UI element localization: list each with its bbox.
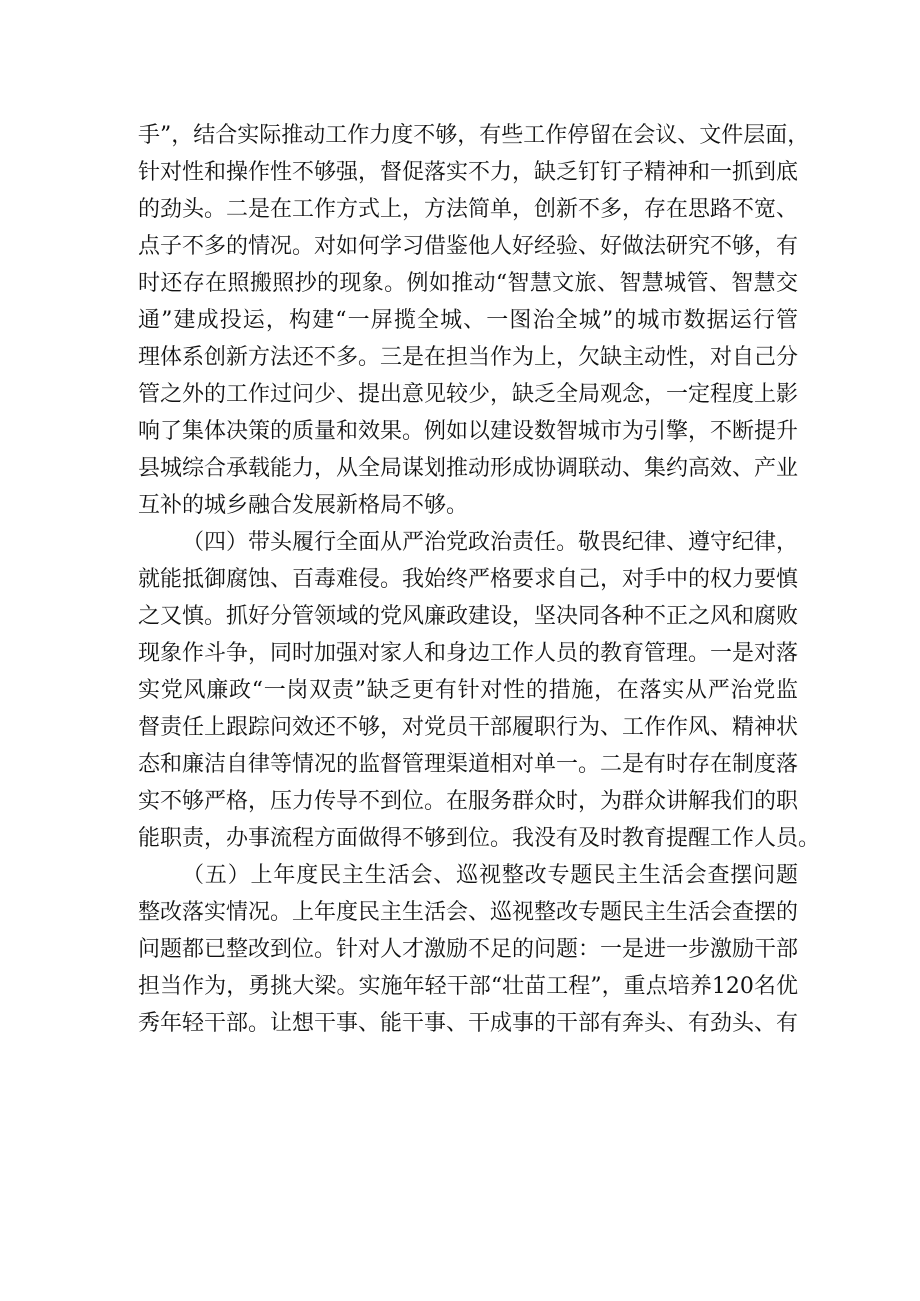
text-line: 理体系创新方法还不多。三是在担当作为上，欠缺主动性，对自己分 bbox=[138, 345, 799, 370]
text-line: 手”，结合实际推动工作力度不够，有些工作停留在会议、文件层面， bbox=[138, 123, 810, 148]
text-line: 通”建成投运，构建“一屏揽全城、一图治全城”的城市数据运行管 bbox=[138, 308, 798, 333]
paragraph-2 bbox=[138, 524, 821, 857]
text-line: 问题都已整改到位。针对人才激励不足的问题：一是进一步激励干部 bbox=[138, 937, 799, 962]
body-text bbox=[138, 117, 821, 1042]
text-line: 管之外的工作过问少、提出意见较少，缺乏全局观念，一定程度上影 bbox=[138, 382, 799, 407]
text-line: 的劲头。二是在工作方式上，方法简单，创新不多，存在思路不宽、 bbox=[138, 197, 799, 222]
paragraph-1 bbox=[138, 117, 810, 524]
text-line: 实党风廉政“一岗双责”缺乏更有针对性的措施，在落实从严治党监 bbox=[138, 678, 798, 703]
text-line: 态和廉洁自律等情况的监督管理渠道相对单一。二是有时存在制度落 bbox=[138, 752, 799, 777]
text-line: 点子不多的情况。对如何学习借鉴他人好经验、好做法研究不够，有 bbox=[138, 234, 799, 259]
text-line: 时还存在照搬照抄的现象。例如推动“智慧文旅、智慧城管、智慧交 bbox=[138, 271, 798, 296]
text-line: 就能抵御腐蚀、百毒难侵。我始终严格要求自己，对手中的权力要慎 bbox=[138, 567, 799, 592]
text-line: 之又慎。抓好分管领域的党风廉政建设，坚决同各种不正之风和腐败 bbox=[138, 604, 799, 629]
section-heading-line: （五）上年度民主生活会、巡视整改专题民主生活会查摆问题 bbox=[182, 863, 798, 888]
text-line: 响了集体决策的质量和效果。例如以建设数智城市为引擎，不断提升 bbox=[138, 419, 799, 444]
text-line: 互补的城乡融合发展新格局不够。 bbox=[138, 493, 469, 518]
text-line: 县城综合承载能力，从全局谋划推动形成协调联动、集约高效、产业 bbox=[138, 456, 799, 481]
section-heading-line: （四）带头履行全面从严治党政治责任。敬畏纪律、遵守纪律， bbox=[182, 530, 799, 555]
text-line: 督责任上跟踪问效还不够，对党员干部履职行为、工作作风、精神状 bbox=[138, 715, 799, 740]
paragraph-3 bbox=[138, 857, 798, 1042]
text-line: 整改落实情况。上年度民主生活会、巡视整改专题民主生活会查摆的 bbox=[138, 900, 799, 925]
text-line: 能职责，办事流程方面做得不够到位。我没有及时教育提醒工作人员。 bbox=[138, 826, 821, 851]
text-line: 担当作为，勇挑大梁。实施年轻干部“壮苗工程”，重点培养120名优 bbox=[138, 974, 798, 999]
text-line: 秀年轻干部。让想干事、能干事、干成事的干部有奔头、有劲头、有 bbox=[138, 1011, 799, 1036]
text-line: 针对性和操作性不够强，督促落实不力，缺乏钉钉子精神和一抓到底 bbox=[138, 160, 799, 185]
text-line: 实不够严格，压力传导不到位。在服务群众时，为群众讲解我们的职 bbox=[138, 789, 799, 814]
text-line: 现象作斗争，同时加强对家人和身边工作人员的教育管理。一是对落 bbox=[138, 641, 799, 666]
